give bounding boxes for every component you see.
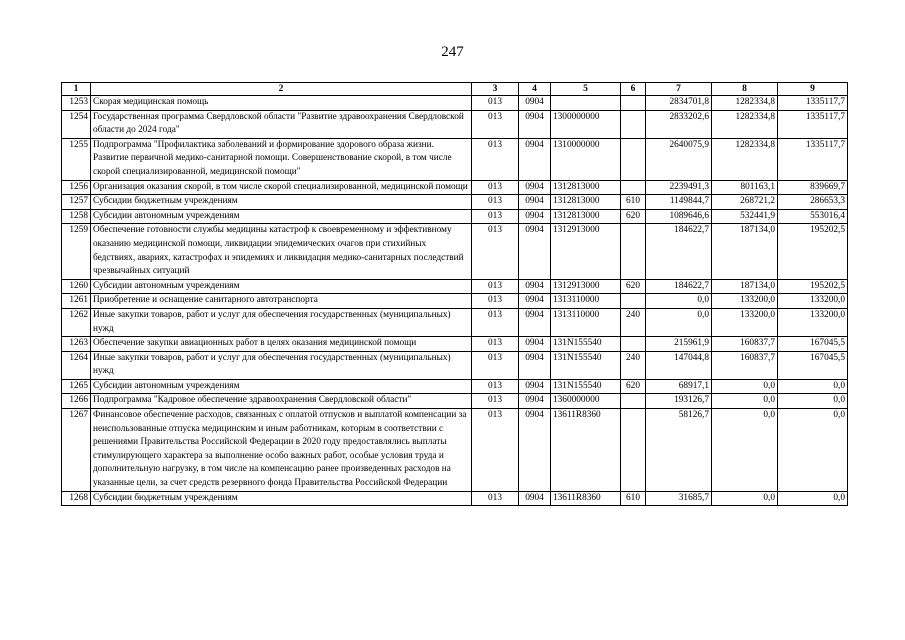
amount-col8-cell: 160837,7	[712, 337, 778, 352]
ministry-code-cell: 013	[472, 209, 519, 224]
expense-type-cell: 610	[621, 491, 646, 506]
row-name-cell: Обеспечение закупки авиационных работ в целях оказания медицинской помощи	[91, 337, 472, 352]
row-name-cell: Обеспечение готовности службы медицины катастроф к своевременному и эффективному оказанию медицинской помощи, ликвидации эпидемических очагов при стихийных бедствиях, авариях, катастрофах и эпидемиях и ликвидация медико-санитарных последствий чрезвычайных ситуаций	[91, 224, 472, 279]
amount-col9-cell: 133200,0	[778, 294, 848, 309]
expense-type-cell: 240	[621, 351, 646, 379]
row-number-cell: 1265	[62, 379, 91, 394]
expense-type-cell	[621, 394, 646, 409]
row-number-cell: 1260	[62, 279, 91, 294]
amount-col9-cell: 0,0	[778, 409, 848, 492]
header-cell-2: 2	[91, 83, 472, 96]
row-name-cell: Организация оказания скорой, в том числе скорой специализированной, медицинской помощи	[91, 180, 472, 195]
header-cell-8: 8	[712, 83, 778, 96]
amount-col9-cell: 1335117,7	[778, 138, 848, 180]
row-number-cell: 1262	[62, 308, 91, 336]
amount-col9-cell: 195202,5	[778, 279, 848, 294]
amount-col7-cell: 184622,7	[646, 224, 712, 279]
amount-col9-cell: 286653,3	[778, 195, 848, 210]
ministry-code-cell: 013	[472, 180, 519, 195]
section-code-cell: 0904	[519, 279, 551, 294]
section-code-cell: 0904	[519, 110, 551, 138]
ministry-code-cell: 013	[472, 138, 519, 180]
amount-col8-cell: 1282334,8	[712, 96, 778, 111]
header-cell-3: 3	[472, 83, 519, 96]
ministry-code-cell: 013	[472, 351, 519, 379]
ministry-code-cell: 013	[472, 195, 519, 210]
row-number-cell: 1253	[62, 96, 91, 111]
row-number-cell: 1261	[62, 294, 91, 309]
table-row	[62, 180, 848, 195]
header-cell-1: 1	[62, 83, 91, 96]
expense-type-cell	[621, 110, 646, 138]
amount-col7-cell: 1149844,7	[646, 195, 712, 210]
target-code-cell: 131N155540	[551, 379, 621, 394]
section-code-cell: 0904	[519, 337, 551, 352]
amount-col8-cell: 133200,0	[712, 294, 778, 309]
table-row	[62, 138, 848, 180]
ministry-code-cell: 013	[472, 379, 519, 394]
section-code-cell: 0904	[519, 209, 551, 224]
amount-col9-cell: 0,0	[778, 394, 848, 409]
amount-col8-cell: 1282334,8	[712, 138, 778, 180]
row-name-cell: Государственная программа Свердловской области "Развитие здравоохранения Свердловской области до 2024 года"	[91, 110, 472, 138]
ministry-code-cell: 013	[472, 294, 519, 309]
amount-col8-cell: 0,0	[712, 491, 778, 506]
table-row	[62, 110, 848, 138]
table-row	[62, 337, 848, 352]
amount-col9-cell: 0,0	[778, 491, 848, 506]
amount-col9-cell: 0,0	[778, 379, 848, 394]
table-row	[62, 394, 848, 409]
amount-col9-cell: 839669,7	[778, 180, 848, 195]
section-code-cell: 0904	[519, 224, 551, 279]
amount-col9-cell: 167045,5	[778, 351, 848, 379]
table-row	[62, 351, 848, 379]
ministry-code-cell: 013	[472, 409, 519, 492]
ministry-code-cell: 013	[472, 491, 519, 506]
ministry-code-cell: 013	[472, 224, 519, 279]
ministry-code-cell: 013	[472, 279, 519, 294]
amount-col8-cell: 0,0	[712, 409, 778, 492]
target-code-cell: 1312813000	[551, 180, 621, 195]
row-number-cell: 1266	[62, 394, 91, 409]
target-code-cell: 1313110000	[551, 308, 621, 336]
target-code-cell: 131N155540	[551, 351, 621, 379]
amount-col7-cell: 147044,8	[646, 351, 712, 379]
section-code-cell: 0904	[519, 409, 551, 492]
expense-type-cell	[621, 337, 646, 352]
row-name-cell: Приобретение и оснащение санитарного автотранспорта	[91, 294, 472, 309]
target-code-cell	[551, 96, 621, 111]
row-name-cell: Субсидии бюджетным учреждениям	[91, 195, 472, 210]
amount-col7-cell: 215961,9	[646, 337, 712, 352]
ministry-code-cell: 013	[472, 110, 519, 138]
amount-col7-cell: 0,0	[646, 294, 712, 309]
row-name-cell: Подпрограмма "Профилактика заболеваний и формирование здорового образа жизни. Развитие первичной медико-санитарной помощи. Совершенствование скорой, в том числе скорой специализированной, медицинской помощи"	[91, 138, 472, 180]
amount-col8-cell: 0,0	[712, 379, 778, 394]
header-cell-5: 5	[551, 83, 621, 96]
target-code-cell: 1312913000	[551, 224, 621, 279]
section-code-cell: 0904	[519, 379, 551, 394]
table-row	[62, 209, 848, 224]
row-number-cell: 1255	[62, 138, 91, 180]
ministry-code-cell: 013	[472, 337, 519, 352]
expense-type-cell	[621, 224, 646, 279]
row-name-cell: Субсидии автономным учреждениям	[91, 279, 472, 294]
amount-col7-cell: 31685,7	[646, 491, 712, 506]
header-cell-4: 4	[519, 83, 551, 96]
expense-type-cell	[621, 180, 646, 195]
amount-col7-cell: 184622,7	[646, 279, 712, 294]
row-name-cell: Финансовое обеспечение расходов, связанных с оплатой отпусков и выплатой компенсации за неиспользованные отпуска медицинским и иным работникам, которым в соответствии с решениями Правительства Российской Федерации в 2020 году предоставлялись выплаты стимулирующего характера за выполнение особо важных работ, особые условия труда и дополнительную нагрузку, в том числе на компенсацию ранее произведенных расходов на указанные цели, за счет средств резервного фонда Правительства Российской Федерации	[91, 409, 472, 492]
table-row	[62, 409, 848, 492]
amount-col7-cell: 0,0	[646, 308, 712, 336]
amount-col7-cell: 58126,7	[646, 409, 712, 492]
expense-type-cell: 610	[621, 195, 646, 210]
target-code-cell: 1310000000	[551, 138, 621, 180]
amount-col8-cell: 532441,9	[712, 209, 778, 224]
expense-type-cell: 620	[621, 379, 646, 394]
row-name-cell: Субсидии автономным учреждениям	[91, 209, 472, 224]
target-code-cell: 1300000000	[551, 110, 621, 138]
row-name-cell: Иные закупки товаров, работ и услуг для обеспечения государственных (муниципальных) нужд	[91, 308, 472, 336]
target-code-cell: 1312913000	[551, 279, 621, 294]
table-row	[62, 294, 848, 309]
table-row	[62, 96, 848, 111]
target-code-cell: 131N155540	[551, 337, 621, 352]
ministry-code-cell: 013	[472, 308, 519, 336]
expense-type-cell	[621, 138, 646, 180]
row-number-cell: 1254	[62, 110, 91, 138]
amount-col8-cell: 0,0	[712, 394, 778, 409]
amount-col7-cell: 2239491,3	[646, 180, 712, 195]
amount-col7-cell: 193126,7	[646, 394, 712, 409]
ministry-code-cell: 013	[472, 96, 519, 111]
row-number-cell: 1267	[62, 409, 91, 492]
expense-type-cell	[621, 409, 646, 492]
expense-type-cell: 620	[621, 279, 646, 294]
table-row	[62, 379, 848, 394]
header-cell-7: 7	[646, 83, 712, 96]
amount-col7-cell: 1089646,6	[646, 209, 712, 224]
amount-col7-cell: 2834701,8	[646, 96, 712, 111]
row-name-cell: Подпрограмма "Кадровое обеспечение здравоохранения Свердловской области"	[91, 394, 472, 409]
header-row	[62, 83, 848, 96]
row-name-cell: Субсидии автономным учреждениям	[91, 379, 472, 394]
amount-col9-cell: 133200,0	[778, 308, 848, 336]
table-row	[62, 308, 848, 336]
expense-type-cell: 240	[621, 308, 646, 336]
section-code-cell: 0904	[519, 491, 551, 506]
amount-col9-cell: 1335117,7	[778, 96, 848, 111]
target-code-cell: 13611R8360	[551, 409, 621, 492]
section-code-cell: 0904	[519, 394, 551, 409]
amount-col8-cell: 187134,0	[712, 279, 778, 294]
ministry-code-cell: 013	[472, 394, 519, 409]
row-number-cell: 1263	[62, 337, 91, 352]
amount-col9-cell: 553016,4	[778, 209, 848, 224]
row-number-cell: 1268	[62, 491, 91, 506]
amount-col7-cell: 68917,1	[646, 379, 712, 394]
header-cell-9: 9	[778, 83, 848, 96]
row-number-cell: 1257	[62, 195, 91, 210]
section-code-cell: 0904	[519, 180, 551, 195]
row-number-cell: 1264	[62, 351, 91, 379]
expense-type-cell: 620	[621, 209, 646, 224]
table-row	[62, 491, 848, 506]
amount-col8-cell: 187134,0	[712, 224, 778, 279]
target-code-cell: 1312813000	[551, 195, 621, 210]
amount-col9-cell: 1335117,7	[778, 110, 848, 138]
target-code-cell: 1360000000	[551, 394, 621, 409]
amount-col9-cell: 167045,5	[778, 337, 848, 352]
page-number: 247	[441, 44, 464, 60]
section-code-cell: 0904	[519, 308, 551, 336]
row-name-cell: Иные закупки товаров, работ и услуг для обеспечения государственных (муниципальных) нужд	[91, 351, 472, 379]
expense-type-cell	[621, 96, 646, 111]
table-row	[62, 224, 848, 279]
target-code-cell: 13611R8360	[551, 491, 621, 506]
row-number-cell: 1258	[62, 209, 91, 224]
section-code-cell: 0904	[519, 294, 551, 309]
section-code-cell: 0904	[519, 138, 551, 180]
amount-col8-cell: 1282334,8	[712, 110, 778, 138]
row-name-cell: Субсидии бюджетным учреждениям	[91, 491, 472, 506]
amount-col9-cell: 195202,5	[778, 224, 848, 279]
section-code-cell: 0904	[519, 195, 551, 210]
amount-col8-cell: 133200,0	[712, 308, 778, 336]
table-row	[62, 195, 848, 210]
section-code-cell: 0904	[519, 96, 551, 111]
amount-col8-cell: 160837,7	[712, 351, 778, 379]
section-code-cell: 0904	[519, 351, 551, 379]
amount-col7-cell: 2640075,9	[646, 138, 712, 180]
amount-col7-cell: 2833202,6	[646, 110, 712, 138]
table-row	[62, 279, 848, 294]
budget-table	[61, 82, 848, 506]
row-name-cell: Скорая медицинская помощь	[91, 96, 472, 111]
header-cell-6: 6	[621, 83, 646, 96]
amount-col8-cell: 801163,1	[712, 180, 778, 195]
row-number-cell: 1256	[62, 180, 91, 195]
expense-type-cell	[621, 294, 646, 309]
row-number-cell: 1259	[62, 224, 91, 279]
target-code-cell: 1313110000	[551, 294, 621, 309]
target-code-cell: 1312813000	[551, 209, 621, 224]
amount-col8-cell: 268721,2	[712, 195, 778, 210]
